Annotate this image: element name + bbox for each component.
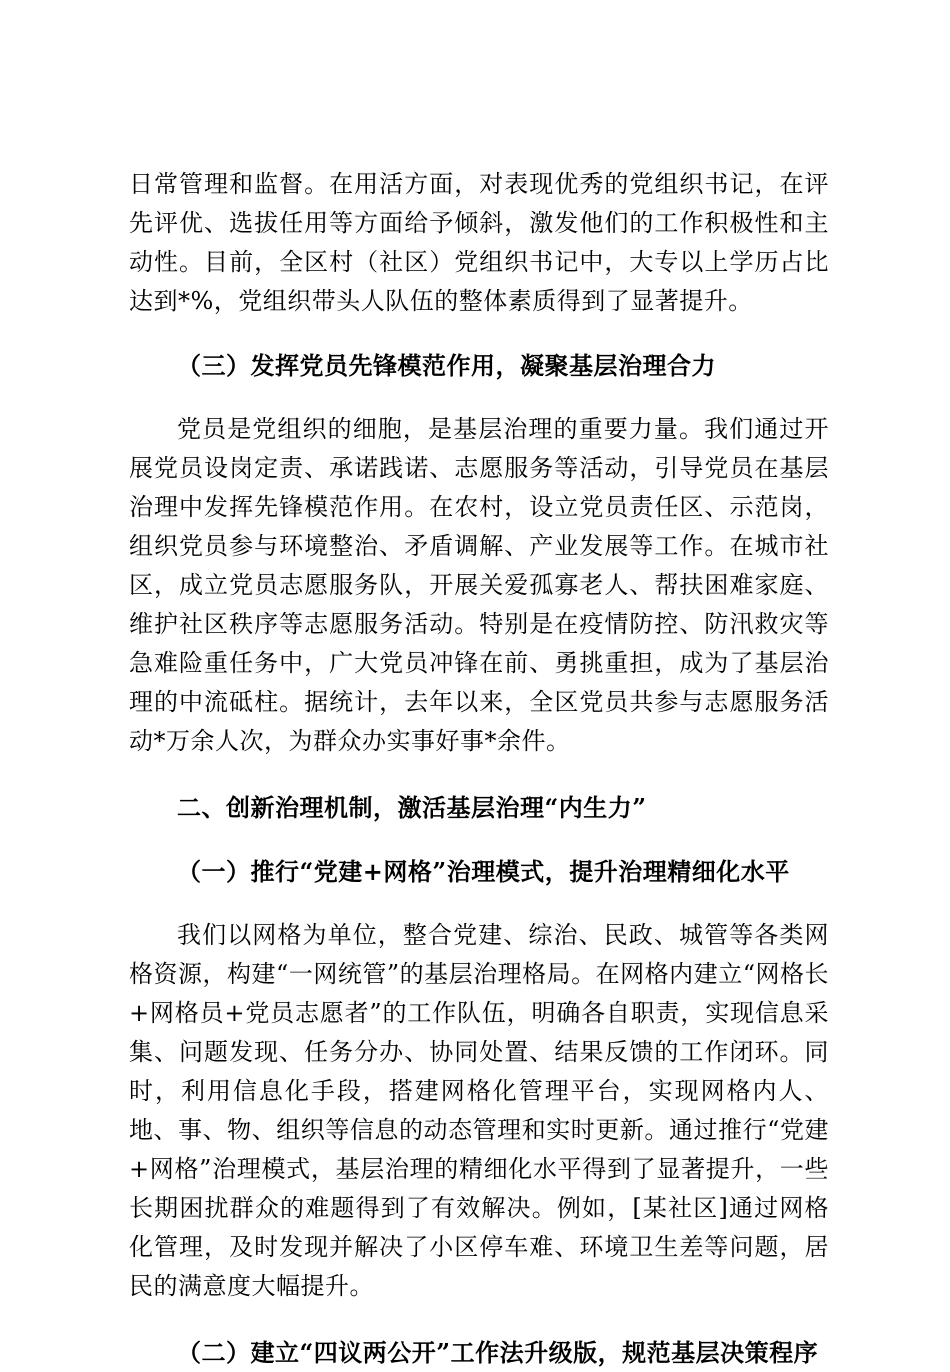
paragraph-secretary-management: 日常管理和监督。在用活方面，对表现优秀的党组织书记，在评先评优、选拔任用等方面给予倾斜，激发他们的工作积极性和主动性。目前，全区村（社区）党组织书记中，大专以上学历占比达到*%，党组织带头人队伍的整体素质得到了显著提升。 bbox=[129, 170, 829, 315]
paragraph-party-grid-model: 我们以网格为单位，整合党建、综治、民政、城管等各类网格资源，构建“一网统管”的基层治理格局。在网格内建立“网格长+网格员+党员志愿者”的工作队伍，明确各自职责，实现信息采集、问题发现、任务分办、协同处置、结果反馈的工作闭环。同时，利用信息化手段，搭建网格化管理平台，实现网格内人、地、事、物、组织等信息的动态管理和实时更新。通过推行“党建+网格”治理模式，基层治理的精细化水平得到了显著提升，一些长期困扰群众的难题得到了有效解决。例如，[某社区]通过网格化管理，及时发现并解决了小区停车难、环境卫生差等问题，居民的满意度大幅提升。 bbox=[129, 921, 829, 1300]
paragraph-party-member-role: 党员是党组织的细胞，是基层治理的重要力量。我们通过开展党员设岗定责、承诺践诺、志愿服务等活动，引导党员在基层治理中发挥先锋模范作用。在农村，设立党员责任区、示范岗，组织党员参与环境整治、矛盾调解、产业发展等工作。在城市社区，成立党员志愿服务队，开展关爱孤寡老人、帮扶困难家庭、维护社区秩序等志愿服务活动。特别是在疫情防控、防汛救灾等急难险重任务中，广大党员冲锋在前、勇挑重担，成为了基层治理的中流砥柱。据统计，去年以来，全区党员共参与志愿服务活动*万余人次，为群众办实事好事*余件。 bbox=[129, 415, 829, 755]
document-page bbox=[129, 165, 829, 1372]
heading-four-discussions: （二）建立“四议两公开”工作法升级版，规范基层决策程序 bbox=[177, 1338, 819, 1367]
heading-party-member-role: （三）发挥党员先锋模范作用，凝聚基层治理合力 bbox=[177, 351, 716, 380]
heading-innovate-mechanism: 二、创新治理机制，激活基层治理“内生力” bbox=[177, 793, 647, 822]
heading-party-grid-model: （一）推行“党建+网格”治理模式，提升治理精细化水平 bbox=[177, 857, 790, 886]
